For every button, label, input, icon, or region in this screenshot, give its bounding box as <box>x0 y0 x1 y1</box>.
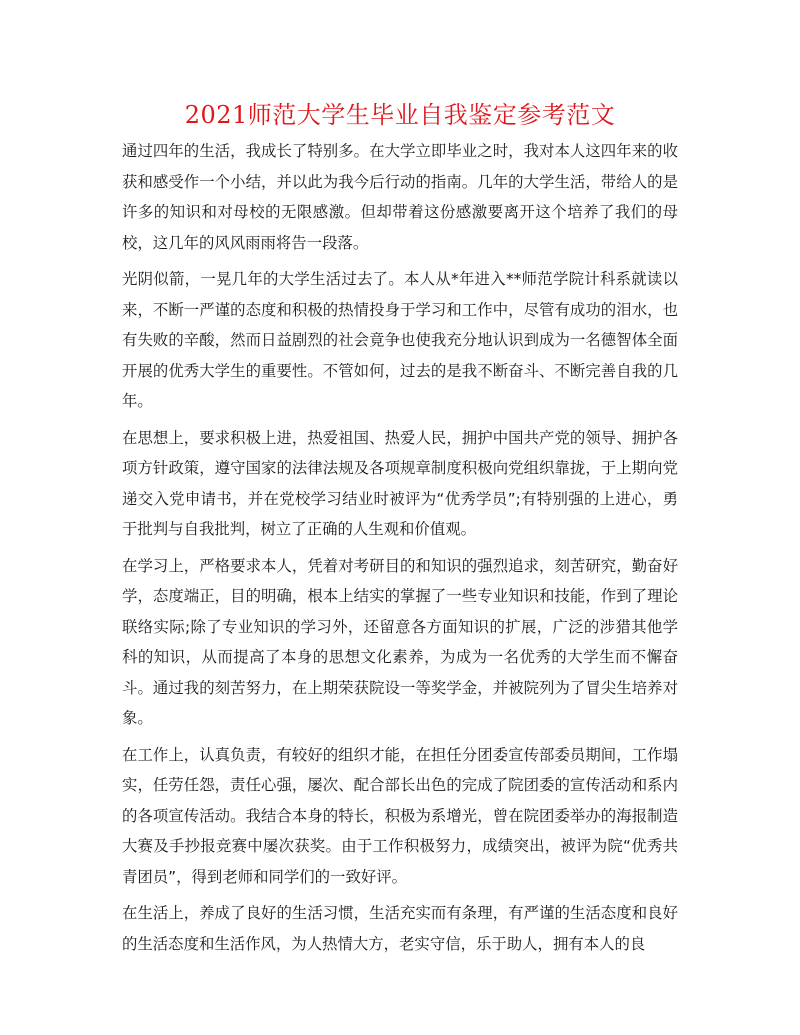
paragraph-ideology: 在思想上，要求积极上进，热爱祖国、热爱人民，拥护中国共产党的领导、拥护各项方针政策，遵守国家的法律法规及各项规章制度积极向党组织靠拢，于上期向党递交入党申请书，并在党校学习结业时被评为“优秀学员”;有特别强的上进心，勇于批判与自我批判，树立了正确的人生观和价值观。 <box>122 428 678 538</box>
document-body <box>122 136 678 965</box>
paragraph-life: 在生活上，养成了良好的生活习惯，生活充实而有条理，有严谨的生活态度和良好的生活态度和生活作风，为人热情大方，老实守信，乐于助人，拥有本人的良 <box>122 904 678 953</box>
paragraph-intro: 通过四年的生活，我成长了特别多。在大学立即毕业之时，我对本人这四年来的收获和感受作一个小结，并以此为我今后行动的指南。几年的大学生活，带给人的是许多的知识和对母校的无限感激。但却带着这份感激要离开这个培养了我们的母校，这几年的风风雨雨将告一段落。 <box>122 142 678 252</box>
document-title: 2021师范大学生毕业自我鉴定参考范文 <box>184 101 616 129</box>
paragraph-work: 在工作上，认真负责，有较好的组织才能，在担任分团委宣传部委员期间，工作塌实，任劳任怨，责任心强，屡次、配合部长出色的完成了院团委的宣传活动和系内的各项宣传活动。我结合本身的特长，积极为系增光，曾在院团委举办的海报制造大赛及手抄报竞赛中屡次获奖。由于工作积极努力，成绩突出，被评为院“优秀共青团员”，得到老师和同学们的一致好评。 <box>122 745 678 886</box>
paragraph-overview: 光阴似箭，一晃几年的大学生活过去了。本人从*年进入**师范学院计科系就读以来，不断一严谨的态度和积极的热情投身于学习和工作中，尽管有成功的泪水，也有失败的辛酸，然而日益剧烈的社会竟争也使我充分地认识到成为一名德智体全面开展的优秀大学生的重要性。不管如何，过去的是我不断奋斗、不断完善自我的几年。 <box>122 270 678 410</box>
paragraph-study: 在学习上，严格要求本人，凭着对考研目的和知识的强烈追求，刻苦研究，勤奋好学，态度端正，目的明确，根本上结实的掌握了一些专业知识和技能，作到了理论联络实际;除了专业知识的学习外，还留意各方面知识的扩展，广泛的涉猎其他学科的知识，从而提高了本身的思想文化素养，为成为一名优秀的大学生而不懈奋斗。通过我的刻苦努力，在上期荣获院设一等奖学金，并被院列为了冒尖生培养对象。 <box>122 556 678 727</box>
